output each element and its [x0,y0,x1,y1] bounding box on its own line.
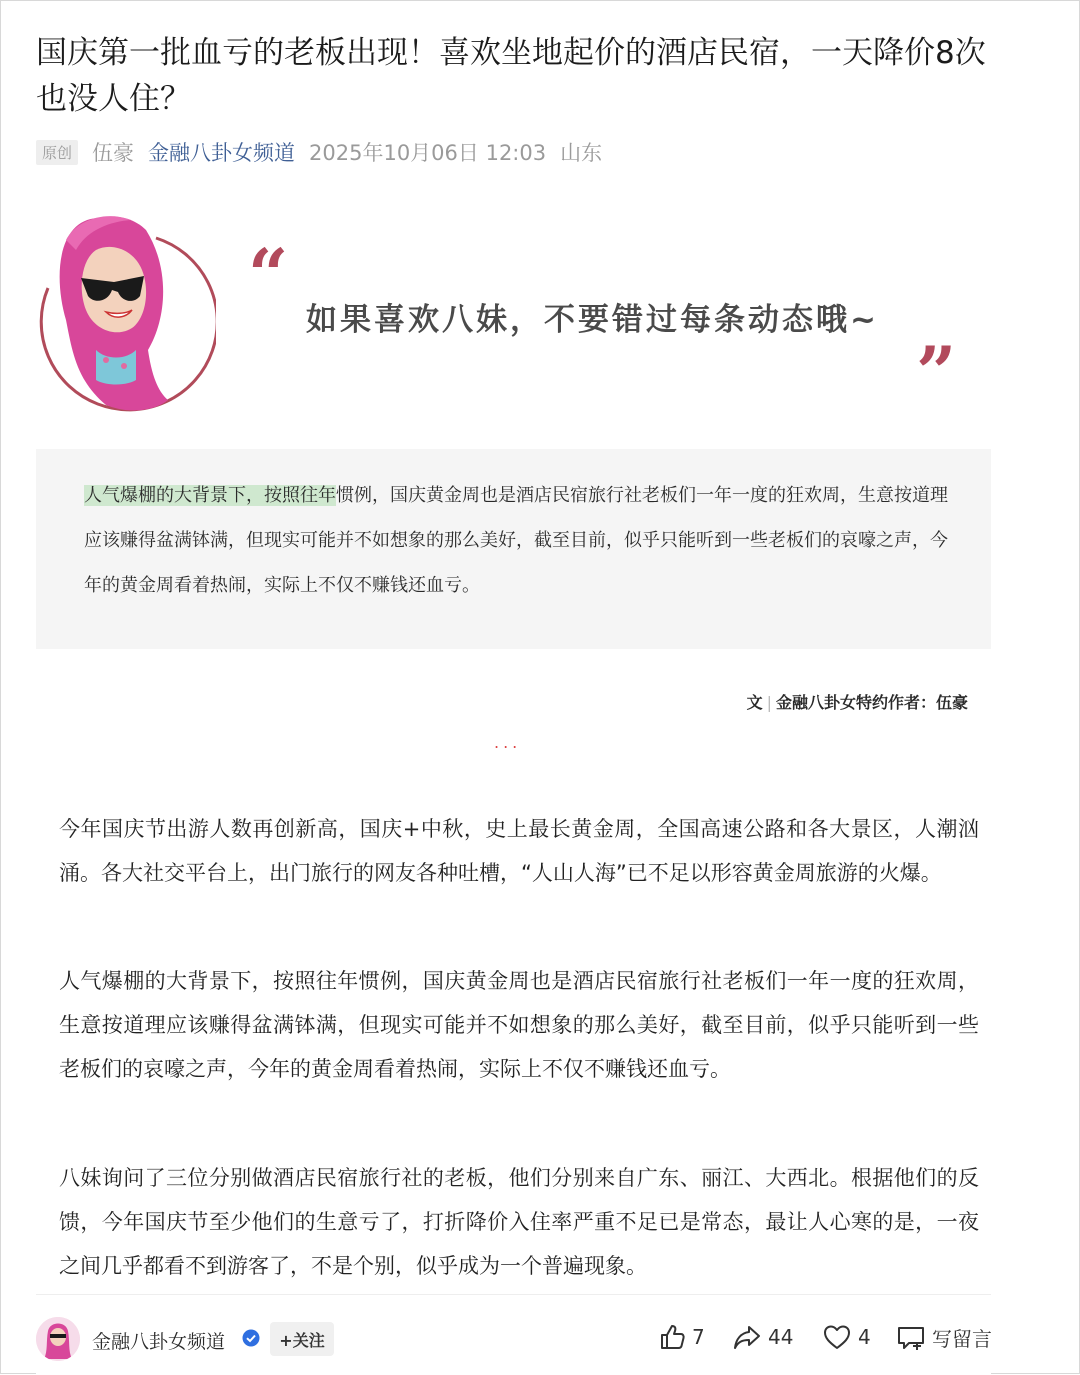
footer-author-name[interactable]: 金融八卦女频道 [92,1331,226,1353]
summary-highlight[interactable]: 人气爆棚的大背景下，按照往年 [84,485,336,506]
byline-prefix: 文 [746,693,763,712]
publish-location: 山东 [560,141,603,165]
verified-icon [242,1329,260,1347]
avatar[interactable] [36,1317,80,1361]
thumbs-up-icon [658,1323,686,1351]
avatar-image [36,1317,80,1361]
write-comment-label: 写留言 [932,1327,992,1351]
like-count: 7 [692,1325,705,1349]
original-badge: 原创 [36,140,78,165]
summary-text [84,473,964,608]
header-banner [36,210,996,420]
article-meta [36,136,602,168]
body-paragraph: 八妹询问了三位分别做酒店民宿旅行社的老板，他们分别来自广东、丽江、大西北。根据他们的反馈，今年国庆节至少他们的生意亏了，打折降价入住率严重不足已是常态，最让人心寒的是，一夜之间几乎都看不到游客了，不是个别，似乎成为一个普遍现象。 [59,1166,979,1278]
bottom-action-bar [36,1294,991,1375]
like-button[interactable] [658,1323,705,1351]
open-quote-mark: “ [248,233,289,316]
byline-separator: | [766,693,772,712]
channel-link[interactable]: 金融八卦女频道 [148,141,296,165]
body-paragraph: 人气爆棚的大背景下，按照往年惯例，国庆黄金周也是酒店民宿旅行社老板们一年一度的狂欢周，生意按道理应该赚得盆满钵满，但现实可能并不如想象的那么美好，截至目前，似乎只能听到一些老板们的哀嚎之声，今年的黄金周看着热闹，实际上不仅不赚钱还血亏。 [59,969,979,1081]
heart-icon [822,1323,852,1351]
share-count: 44 [768,1325,794,1349]
body-paragraph: 今年国庆节出游人数再创新高，国庆+中秋，史上最长黄金周，全国高速公路和各大景区，人潮汹涌。各大社交平台上，出门旅行的网友各种吐槽，“人山人海”已不足以形容黄金周旅游的火爆。 [59,817,979,885]
favorite-button[interactable] [822,1323,871,1351]
author-byline [700,690,968,713]
summary-rest: 惯例，国庆黄金周也是酒店民宿旅行社老板们一年一度的狂欢周，生意按道理应该赚得盆满钵满，但现实可能并不如想象的那么美好，截至目前，似乎只能听到一些老板们的哀嚎之声，今年的黄金周看着热闹，实际上不仅不赚钱还血亏。 [84,485,948,596]
section-divider: ... [494,733,522,752]
summary-box [36,449,991,649]
follow-button[interactable]: +关注 [270,1322,334,1356]
close-quote-mark: ” [916,331,957,414]
comment-icon [896,1324,926,1352]
article-title: 国庆第一批血亏的老板出现！喜欢坐地起价的酒店民宿，一天降价8次也没人住？ [36,35,986,117]
favorite-count: 4 [858,1325,871,1349]
byline-text: 金融八卦女特约作者：伍豪 [775,693,968,712]
banner-slogan: 如果喜欢八妹，不要错过每条动态哦~ [306,302,879,338]
share-arrow-icon [732,1323,762,1351]
author-name[interactable]: 伍豪 [92,141,135,165]
mascot-illustration [36,210,216,420]
publish-datetime: 2025年10月06日 12:03 [309,141,547,165]
write-comment-button[interactable] [896,1323,992,1352]
share-button[interactable] [732,1323,793,1351]
